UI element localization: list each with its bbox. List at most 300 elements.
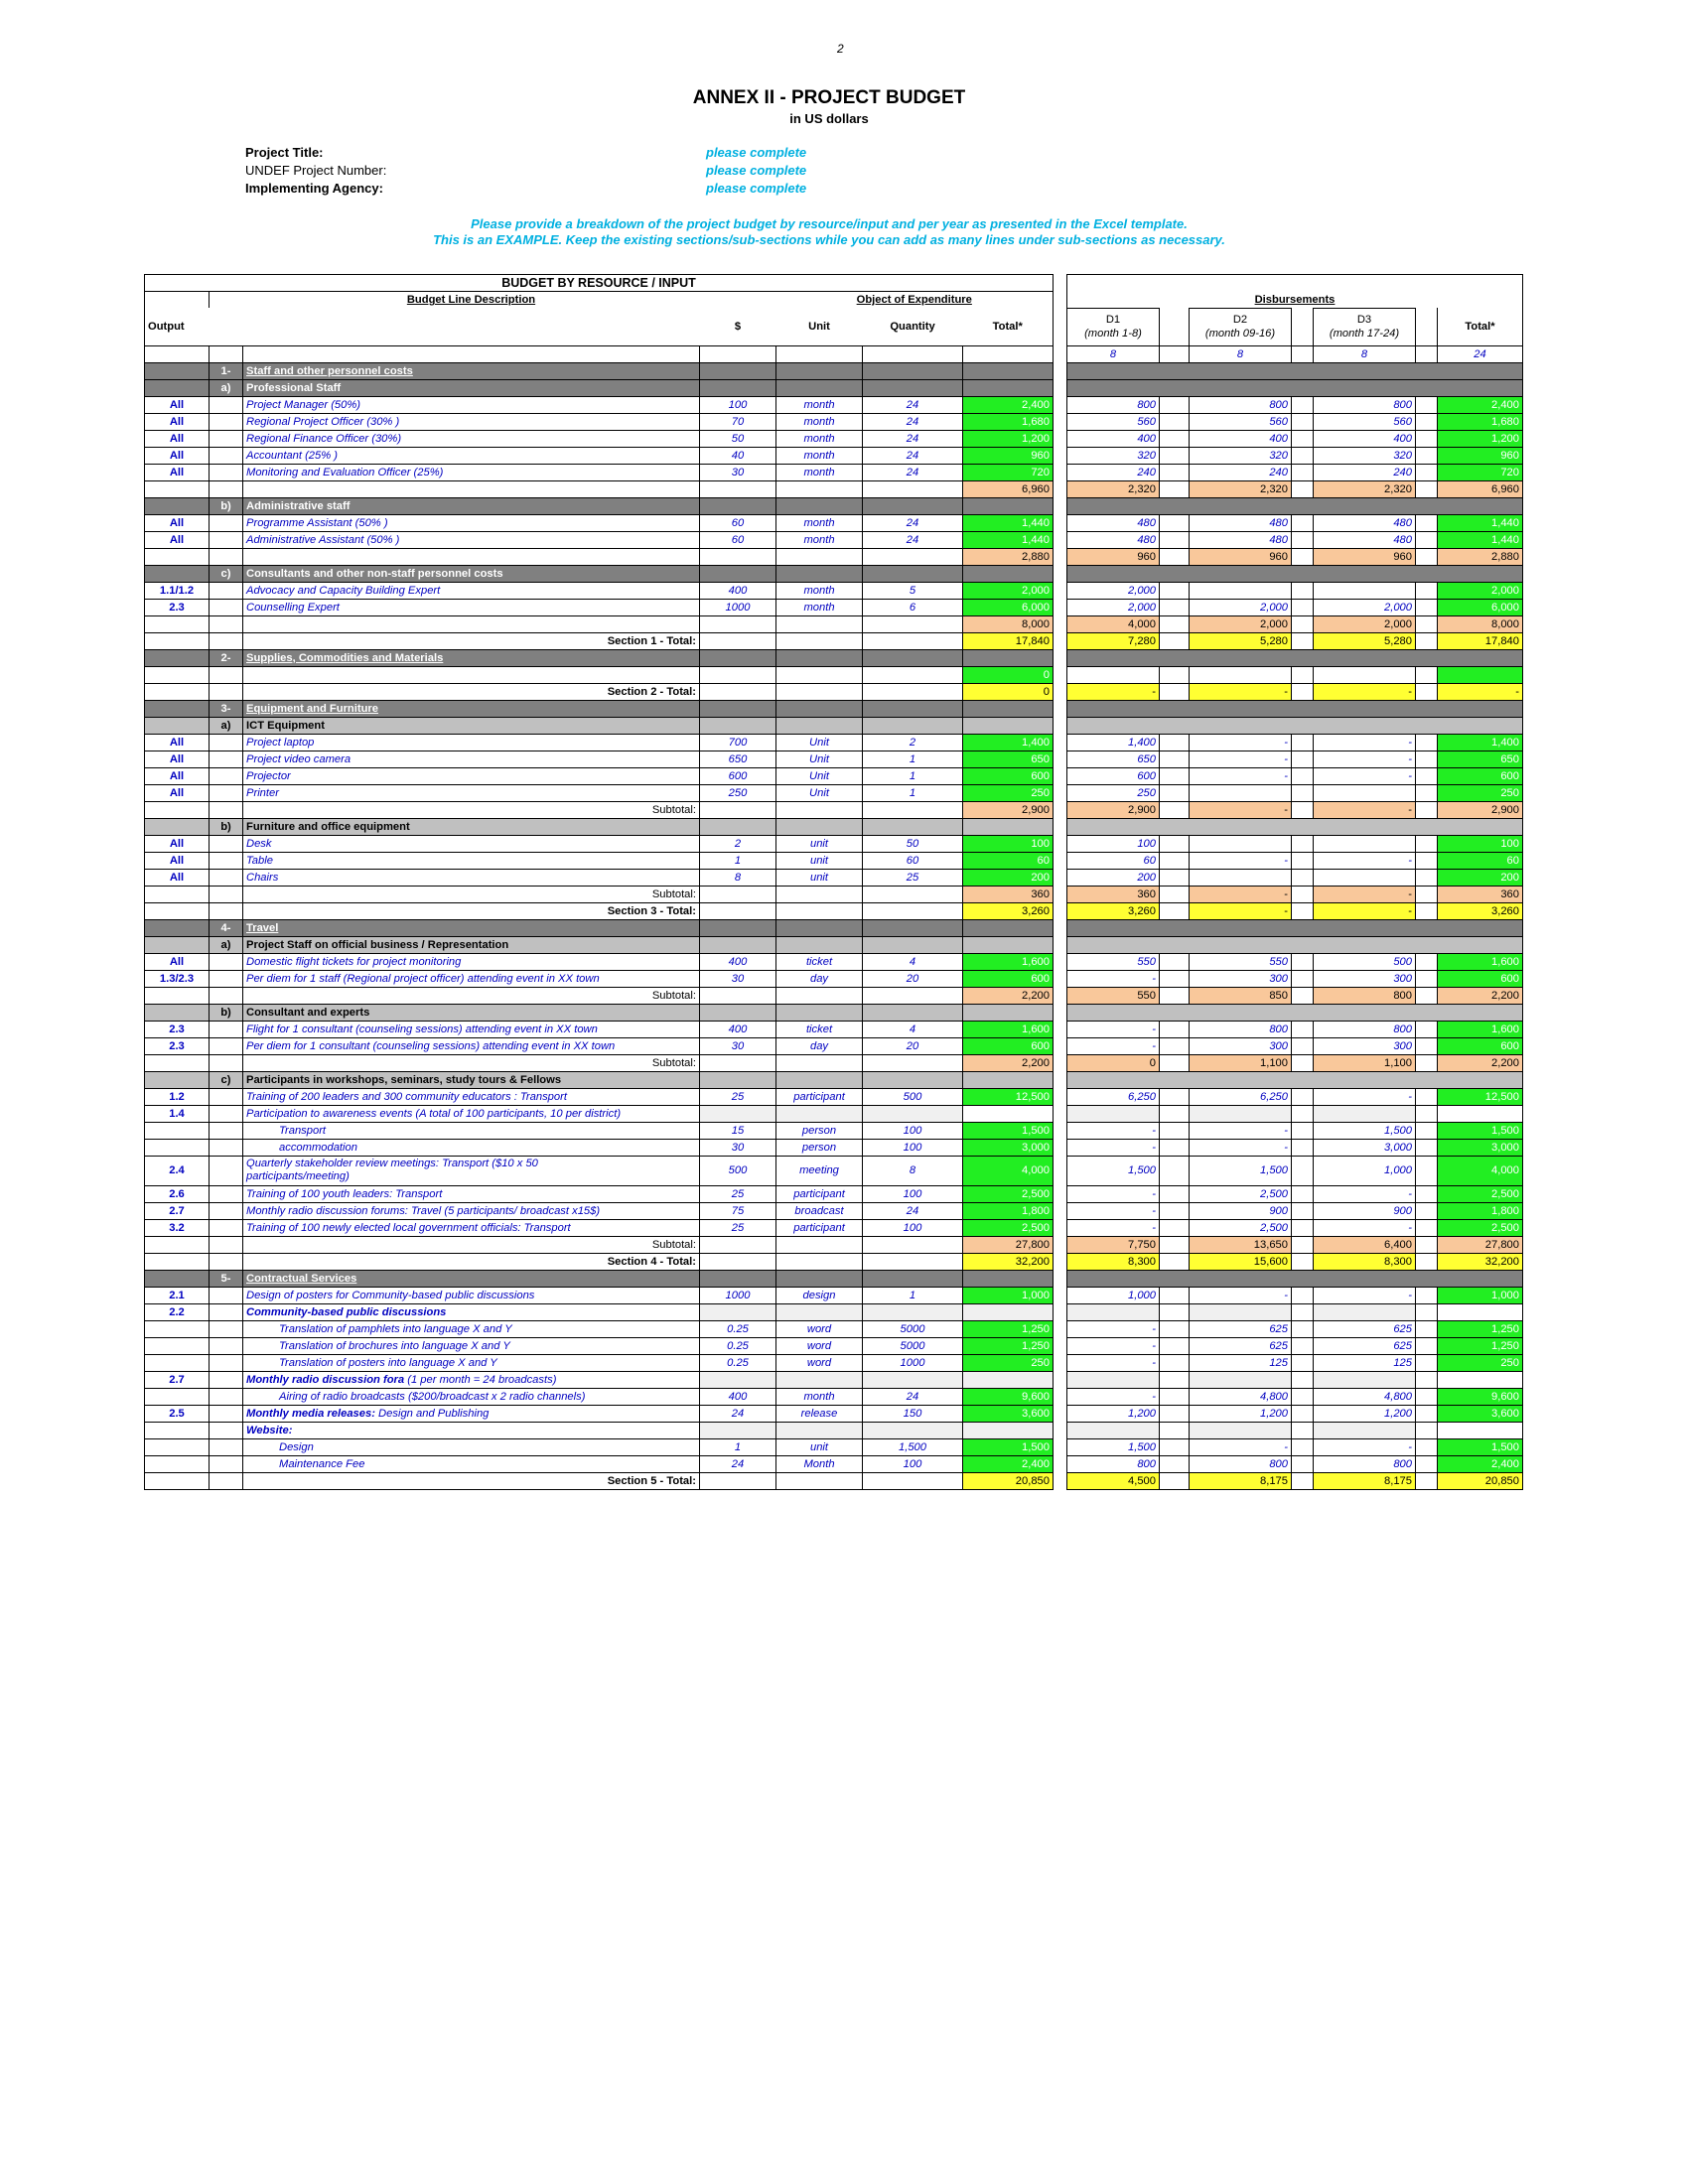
disbursement-d2[interactable]: 800 bbox=[1190, 396, 1292, 413]
unit-type[interactable]: month bbox=[776, 531, 863, 548]
disbursement-d2[interactable] bbox=[1190, 582, 1292, 599]
disbursement-d3[interactable]: 320 bbox=[1314, 447, 1416, 464]
unit-type[interactable]: broadcast bbox=[776, 1202, 863, 1219]
disbursement-d1[interactable]: 2,000 bbox=[1067, 582, 1160, 599]
disbursement-d3[interactable] bbox=[1314, 784, 1416, 801]
disbursement-d3[interactable]: - bbox=[1314, 1287, 1416, 1303]
disbursement-d1[interactable]: 60 bbox=[1067, 852, 1160, 869]
disbursement-d1[interactable]: - bbox=[1067, 1219, 1160, 1236]
disbursement-d1[interactable]: - bbox=[1067, 1139, 1160, 1156]
budget-line-description[interactable] bbox=[243, 751, 700, 767]
budget-line-description[interactable] bbox=[243, 1156, 700, 1185]
budget-line-description[interactable] bbox=[243, 1185, 700, 1202]
disbursement-d3[interactable]: 625 bbox=[1314, 1337, 1416, 1354]
unit-type[interactable]: month bbox=[776, 430, 863, 447]
spacer-cell bbox=[1292, 599, 1314, 615]
budget-line-description[interactable] bbox=[243, 430, 700, 447]
budget-line-description[interactable] bbox=[243, 1088, 700, 1105]
quantity[interactable]: 60 bbox=[863, 852, 963, 869]
disbursement-d1[interactable]: - bbox=[1067, 1354, 1160, 1371]
unit-type[interactable]: month bbox=[776, 464, 863, 480]
disbursement-d2[interactable]: 625 bbox=[1190, 1320, 1292, 1337]
budget-line-description[interactable] bbox=[243, 1371, 700, 1388]
column-gap bbox=[1054, 1185, 1067, 1202]
disbursement-d2[interactable]: 240 bbox=[1190, 464, 1292, 480]
quantity[interactable]: 25 bbox=[863, 869, 963, 886]
quantity[interactable]: 24 bbox=[863, 464, 963, 480]
unit-price[interactable]: 24 bbox=[700, 1405, 776, 1422]
unit-price[interactable]: 1 bbox=[700, 852, 776, 869]
disbursement-d2[interactable]: 550 bbox=[1190, 953, 1292, 970]
quantity[interactable]: 24 bbox=[863, 1388, 963, 1405]
unit-type[interactable]: day bbox=[776, 1037, 863, 1054]
disbursement-d1[interactable]: - bbox=[1067, 1185, 1160, 1202]
disbursement-d3[interactable] bbox=[1314, 1303, 1416, 1320]
disbursement-d1[interactable]: 480 bbox=[1067, 531, 1160, 548]
disbursement-d3[interactable] bbox=[1314, 835, 1416, 852]
disbursement-d3[interactable]: 3,000 bbox=[1314, 1139, 1416, 1156]
row-num-cell bbox=[210, 1139, 243, 1156]
unit-price[interactable]: 400 bbox=[700, 582, 776, 599]
unit-price[interactable] bbox=[700, 666, 776, 683]
quantity[interactable]: 24 bbox=[863, 430, 963, 447]
budget-line-description[interactable] bbox=[243, 835, 700, 852]
disbursement-d2[interactable]: - bbox=[1190, 1122, 1292, 1139]
budget-line-description[interactable] bbox=[243, 1303, 700, 1320]
unit-type[interactable]: month bbox=[776, 582, 863, 599]
disbursement-d2[interactable] bbox=[1190, 1303, 1292, 1320]
unit-price[interactable]: 25 bbox=[700, 1088, 776, 1105]
disbursement-d1[interactable]: 320 bbox=[1067, 447, 1160, 464]
unit-price[interactable]: 650 bbox=[700, 751, 776, 767]
disbursement-d1[interactable]: 100 bbox=[1067, 835, 1160, 852]
quantity[interactable]: 24 bbox=[863, 514, 963, 531]
unit-price[interactable]: 400 bbox=[700, 1388, 776, 1405]
quantity[interactable]: 1,500 bbox=[863, 1438, 963, 1455]
disbursement-d1[interactable]: - bbox=[1067, 1388, 1160, 1405]
disbursement-d1[interactable]: 480 bbox=[1067, 514, 1160, 531]
unit-type[interactable]: ticket bbox=[776, 953, 863, 970]
budget-line-description[interactable] bbox=[243, 784, 700, 801]
unit-price[interactable]: 8 bbox=[700, 869, 776, 886]
quantity[interactable]: 4 bbox=[863, 953, 963, 970]
disbursement-d3[interactable]: 2,000 bbox=[1314, 599, 1416, 615]
disbursement-d2[interactable]: 300 bbox=[1190, 1037, 1292, 1054]
budget-line-description[interactable] bbox=[243, 1037, 700, 1054]
disbursement-d2[interactable] bbox=[1190, 1422, 1292, 1438]
budget-line-description[interactable] bbox=[243, 1320, 700, 1337]
disbursement-d1[interactable]: - bbox=[1067, 1320, 1160, 1337]
unit-type[interactable]: release bbox=[776, 1405, 863, 1422]
unit-type[interactable] bbox=[776, 1422, 863, 1438]
unit-price[interactable]: 24 bbox=[700, 1455, 776, 1472]
unit-price[interactable]: 70 bbox=[700, 413, 776, 430]
disbursement-d3[interactable]: 1,500 bbox=[1314, 1122, 1416, 1139]
budget-line-description[interactable] bbox=[243, 1438, 700, 1455]
disbursement-d2[interactable]: 625 bbox=[1190, 1337, 1292, 1354]
disbursement-d2[interactable]: 900 bbox=[1190, 1202, 1292, 1219]
unit-price[interactable]: 250 bbox=[700, 784, 776, 801]
disbursement-d3[interactable]: 1,000 bbox=[1314, 1156, 1416, 1185]
unit-type[interactable]: design bbox=[776, 1287, 863, 1303]
disbursement-d1[interactable]: 560 bbox=[1067, 413, 1160, 430]
unit-price[interactable]: 40 bbox=[700, 447, 776, 464]
disbursement-d1[interactable]: 1,200 bbox=[1067, 1405, 1160, 1422]
unit-price[interactable]: 2 bbox=[700, 835, 776, 852]
quantity[interactable] bbox=[863, 1105, 963, 1122]
unit-type[interactable]: participant bbox=[776, 1219, 863, 1236]
quantity[interactable]: 100 bbox=[863, 1455, 963, 1472]
disbursement-d3[interactable]: 300 bbox=[1314, 970, 1416, 987]
quantity[interactable]: 24 bbox=[863, 413, 963, 430]
budget-line-description[interactable] bbox=[243, 767, 700, 784]
unit-type[interactable]: Unit bbox=[776, 751, 863, 767]
budget-line-description[interactable] bbox=[243, 1354, 700, 1371]
disbursement-d1[interactable] bbox=[1067, 1303, 1160, 1320]
quantity[interactable]: 24 bbox=[863, 1202, 963, 1219]
budget-line-description[interactable] bbox=[243, 514, 700, 531]
quantity[interactable] bbox=[863, 666, 963, 683]
unit-type[interactable]: participant bbox=[776, 1088, 863, 1105]
unit-type[interactable]: Unit bbox=[776, 784, 863, 801]
disbursement-d2[interactable]: 1,200 bbox=[1190, 1405, 1292, 1422]
disbursement-d2[interactable]: - bbox=[1190, 767, 1292, 784]
unit-type[interactable] bbox=[776, 1105, 863, 1122]
quantity[interactable]: 5000 bbox=[863, 1320, 963, 1337]
disbursement-d3[interactable]: 900 bbox=[1314, 1202, 1416, 1219]
disbursement-d2[interactable]: - bbox=[1190, 852, 1292, 869]
quantity[interactable]: 1 bbox=[863, 767, 963, 784]
unit-price[interactable] bbox=[700, 1422, 776, 1438]
quantity[interactable]: 5 bbox=[863, 582, 963, 599]
disbursement-d2[interactable]: 4,800 bbox=[1190, 1388, 1292, 1405]
quantity[interactable]: 20 bbox=[863, 1037, 963, 1054]
disbursement-d3[interactable]: - bbox=[1314, 1438, 1416, 1455]
unit-type[interactable]: month bbox=[776, 447, 863, 464]
unit-price[interactable]: 1000 bbox=[700, 599, 776, 615]
budget-line-description[interactable] bbox=[243, 1219, 700, 1236]
disbursement-d3[interactable]: 800 bbox=[1314, 1021, 1416, 1037]
unit-price[interactable]: 30 bbox=[700, 1139, 776, 1156]
unit-type[interactable]: month bbox=[776, 599, 863, 615]
disbursement-d3[interactable]: 400 bbox=[1314, 430, 1416, 447]
unit-price[interactable]: 0.25 bbox=[700, 1354, 776, 1371]
budget-line-description[interactable] bbox=[243, 447, 700, 464]
unit-price[interactable]: 1000 bbox=[700, 1287, 776, 1303]
quantity[interactable]: 1 bbox=[863, 784, 963, 801]
disbursement-d3[interactable]: 4,800 bbox=[1314, 1388, 1416, 1405]
unit-price[interactable]: 30 bbox=[700, 970, 776, 987]
unit-price[interactable]: 600 bbox=[700, 767, 776, 784]
quantity[interactable]: 8 bbox=[863, 1156, 963, 1185]
disbursement-d2[interactable]: - bbox=[1190, 1438, 1292, 1455]
project-number-value[interactable]: please complete bbox=[706, 163, 807, 178]
budget-line-description[interactable] bbox=[243, 464, 700, 480]
disbursement-d2[interactable]: 6,250 bbox=[1190, 1088, 1292, 1105]
quantity[interactable]: 500 bbox=[863, 1088, 963, 1105]
budget-line-row bbox=[145, 464, 1523, 480]
budget-line-description[interactable] bbox=[243, 1405, 700, 1422]
disbursement-d3[interactable]: 1,200 bbox=[1314, 1405, 1416, 1422]
disbursement-d3[interactable] bbox=[1314, 582, 1416, 599]
budget-line-description[interactable] bbox=[243, 852, 700, 869]
unit-type[interactable]: word bbox=[776, 1337, 863, 1354]
disbursement-d2[interactable]: 480 bbox=[1190, 531, 1292, 548]
quantity[interactable]: 24 bbox=[863, 447, 963, 464]
disbursement-d2[interactable] bbox=[1190, 1371, 1292, 1388]
budget-line-description[interactable] bbox=[243, 1122, 700, 1139]
subsection-title: Furniture and office equipment bbox=[243, 818, 700, 835]
unit-type[interactable] bbox=[776, 1371, 863, 1388]
disbursement-d1[interactable] bbox=[1067, 1105, 1160, 1122]
quantity[interactable]: 6 bbox=[863, 599, 963, 615]
unit-price[interactable] bbox=[700, 1303, 776, 1320]
quantity[interactable]: 20 bbox=[863, 970, 963, 987]
disbursement-d1[interactable]: - bbox=[1067, 1021, 1160, 1037]
budget-line-description[interactable] bbox=[243, 970, 700, 987]
budget-line-description[interactable] bbox=[243, 1021, 700, 1037]
project-title-label: Project Title: bbox=[245, 145, 324, 160]
disbursement-d3[interactable]: 560 bbox=[1314, 413, 1416, 430]
unit-type[interactable]: month bbox=[776, 396, 863, 413]
disbursement-d1[interactable]: - bbox=[1067, 1037, 1160, 1054]
quantity[interactable]: 24 bbox=[863, 396, 963, 413]
quantity[interactable]: 2 bbox=[863, 734, 963, 751]
unit-price[interactable]: 700 bbox=[700, 734, 776, 751]
disbursement-d2[interactable]: 300 bbox=[1190, 970, 1292, 987]
quantity[interactable]: 5000 bbox=[863, 1337, 963, 1354]
unit-type[interactable]: unit bbox=[776, 1438, 863, 1455]
disbursement-d1[interactable]: 650 bbox=[1067, 751, 1160, 767]
unit-type[interactable]: Month bbox=[776, 1455, 863, 1472]
unit-price[interactable]: 25 bbox=[700, 1185, 776, 1202]
unit-type[interactable]: person bbox=[776, 1139, 863, 1156]
column-gap bbox=[1054, 1202, 1067, 1219]
disbursement-d3[interactable] bbox=[1314, 1105, 1416, 1122]
description-text: Regional Project Officer (30% ) bbox=[246, 415, 400, 428]
disbursement-d2[interactable] bbox=[1190, 869, 1292, 886]
disbursement-d2[interactable]: 2,500 bbox=[1190, 1219, 1292, 1236]
quantity[interactable]: 100 bbox=[863, 1139, 963, 1156]
spacer-cell bbox=[1292, 1371, 1314, 1388]
unit-type[interactable]: day bbox=[776, 970, 863, 987]
disbursement-d2[interactable] bbox=[1190, 1105, 1292, 1122]
disbursement-d3[interactable]: - bbox=[1314, 1219, 1416, 1236]
unit-type[interactable]: participant bbox=[776, 1185, 863, 1202]
disbursement-d1[interactable]: 800 bbox=[1067, 396, 1160, 413]
budget-line-description[interactable] bbox=[243, 1287, 700, 1303]
unit-type[interactable]: unit bbox=[776, 869, 863, 886]
quantity[interactable]: 1 bbox=[863, 1287, 963, 1303]
disbursement-d2[interactable]: - bbox=[1190, 1139, 1292, 1156]
quantity[interactable] bbox=[863, 1422, 963, 1438]
disbursement-d2[interactable] bbox=[1190, 784, 1292, 801]
unit-price[interactable]: 30 bbox=[700, 464, 776, 480]
disbursement-d2[interactable]: 560 bbox=[1190, 413, 1292, 430]
unit-price[interactable]: 50 bbox=[700, 430, 776, 447]
disbursement-d2[interactable]: - bbox=[1190, 1287, 1292, 1303]
budget-line-description[interactable] bbox=[243, 413, 700, 430]
disbursement-d3[interactable]: - bbox=[1314, 1185, 1416, 1202]
disbursement-d2[interactable]: 320 bbox=[1190, 447, 1292, 464]
disbursement-d2[interactable]: 800 bbox=[1190, 1021, 1292, 1037]
disbursement-d3[interactable]: 500 bbox=[1314, 953, 1416, 970]
budget-line-description[interactable] bbox=[243, 1139, 700, 1156]
unit-type[interactable]: meeting bbox=[776, 1156, 863, 1185]
budget-line-description[interactable] bbox=[243, 1455, 700, 1472]
disbursement-d3[interactable]: - bbox=[1314, 767, 1416, 784]
disbursement-d1[interactable]: 250 bbox=[1067, 784, 1160, 801]
unit-type[interactable]: month bbox=[776, 1388, 863, 1405]
disbursement-d1[interactable]: 200 bbox=[1067, 869, 1160, 886]
disbursement-d1[interactable]: 1,500 bbox=[1067, 1156, 1160, 1185]
disbursement-d1[interactable]: 2,000 bbox=[1067, 599, 1160, 615]
disbursement-d3[interactable]: - bbox=[1314, 1088, 1416, 1105]
unit-price[interactable]: 500 bbox=[700, 1156, 776, 1185]
disbursement-d1[interactable]: - bbox=[1067, 970, 1160, 987]
disbursement-d3[interactable] bbox=[1314, 1371, 1416, 1388]
disbursement-d1[interactable]: 1,000 bbox=[1067, 1287, 1160, 1303]
disbursement-d2[interactable]: 2,000 bbox=[1190, 599, 1292, 615]
disbursement-d3[interactable]: - bbox=[1314, 852, 1416, 869]
unit-type[interactable]: word bbox=[776, 1354, 863, 1371]
disbursement-d3[interactable]: 125 bbox=[1314, 1354, 1416, 1371]
quantity[interactable]: 100 bbox=[863, 1122, 963, 1139]
unit-price[interactable] bbox=[700, 1105, 776, 1122]
unit-price[interactable]: 75 bbox=[700, 1202, 776, 1219]
disbursement-d3[interactable] bbox=[1314, 869, 1416, 886]
disbursement-d3[interactable]: 480 bbox=[1314, 514, 1416, 531]
disbursement-d2[interactable] bbox=[1190, 666, 1292, 683]
disbursement-d3[interactable]: 240 bbox=[1314, 464, 1416, 480]
quantity[interactable]: 50 bbox=[863, 835, 963, 852]
disbursement-d2[interactable] bbox=[1190, 835, 1292, 852]
disbursement-d1[interactable] bbox=[1067, 1371, 1160, 1388]
quantity[interactable] bbox=[863, 1303, 963, 1320]
row-num-cell bbox=[210, 531, 243, 548]
disbursement-d3[interactable]: - bbox=[1314, 751, 1416, 767]
disbursement-d2[interactable]: 480 bbox=[1190, 514, 1292, 531]
budget-line-description[interactable] bbox=[243, 734, 700, 751]
section-number: 2- bbox=[210, 649, 243, 666]
unit-price[interactable]: 15 bbox=[700, 1122, 776, 1139]
disbursement-d2[interactable]: 2,500 bbox=[1190, 1185, 1292, 1202]
quantity[interactable]: 1 bbox=[863, 751, 963, 767]
disbursement-d1[interactable]: - bbox=[1067, 1202, 1160, 1219]
output-code: 2.2 bbox=[145, 1303, 210, 1320]
unit-price[interactable]: 60 bbox=[700, 514, 776, 531]
disbursement-d1[interactable] bbox=[1067, 666, 1160, 683]
disbursement-d1[interactable]: 600 bbox=[1067, 767, 1160, 784]
unit-type[interactable]: unit bbox=[776, 852, 863, 869]
unit-price[interactable]: 0.25 bbox=[700, 1320, 776, 1337]
disbursement-d1[interactable] bbox=[1067, 1422, 1160, 1438]
quantity[interactable]: 24 bbox=[863, 531, 963, 548]
unit-type[interactable]: person bbox=[776, 1122, 863, 1139]
quantity[interactable]: 100 bbox=[863, 1185, 963, 1202]
disbursement-d1[interactable]: 240 bbox=[1067, 464, 1160, 480]
unit-price[interactable]: 30 bbox=[700, 1037, 776, 1054]
spacer-cell bbox=[1292, 835, 1314, 852]
unit-type[interactable]: month bbox=[776, 514, 863, 531]
disbursement-d2[interactable]: 400 bbox=[1190, 430, 1292, 447]
quantity[interactable]: 1000 bbox=[863, 1354, 963, 1371]
unit-price[interactable]: 25 bbox=[700, 1219, 776, 1236]
budget-line-description[interactable] bbox=[243, 1105, 700, 1122]
unit-type[interactable]: ticket bbox=[776, 1021, 863, 1037]
disbursement-d3[interactable] bbox=[1314, 1422, 1416, 1438]
unit-price[interactable]: 400 bbox=[700, 953, 776, 970]
budget-line-description[interactable] bbox=[243, 953, 700, 970]
quantity[interactable] bbox=[863, 1371, 963, 1388]
unit-price[interactable]: 60 bbox=[700, 531, 776, 548]
disbursement-d2[interactable]: 800 bbox=[1190, 1455, 1292, 1472]
agency-value[interactable]: please complete bbox=[706, 181, 807, 196]
budget-line-row bbox=[145, 1219, 1523, 1236]
disbursement-d2[interactable]: 125 bbox=[1190, 1354, 1292, 1371]
budget-line-description[interactable] bbox=[243, 1422, 700, 1438]
unit-type[interactable] bbox=[776, 1303, 863, 1320]
budget-line-description[interactable] bbox=[243, 599, 700, 615]
disbursement-d1[interactable]: 400 bbox=[1067, 430, 1160, 447]
disbursement-d1[interactable]: 1,400 bbox=[1067, 734, 1160, 751]
budget-line-description[interactable] bbox=[243, 396, 700, 413]
unit-price[interactable]: 1 bbox=[700, 1438, 776, 1455]
quantity[interactable]: 4 bbox=[863, 1021, 963, 1037]
disbursement-d1[interactable]: 6,250 bbox=[1067, 1088, 1160, 1105]
empty-cell bbox=[863, 801, 963, 818]
disbursement-d1[interactable]: 800 bbox=[1067, 1455, 1160, 1472]
unit-price[interactable] bbox=[700, 1371, 776, 1388]
disbursement-d3[interactable] bbox=[1314, 666, 1416, 683]
budget-line-description[interactable] bbox=[243, 1337, 700, 1354]
disbursement-d1[interactable]: 550 bbox=[1067, 953, 1160, 970]
disbursement-d1[interactable]: - bbox=[1067, 1337, 1160, 1354]
unit-price[interactable]: 100 bbox=[700, 396, 776, 413]
unit-type[interactable] bbox=[776, 666, 863, 683]
disbursement-d3[interactable]: 480 bbox=[1314, 531, 1416, 548]
budget-line-description[interactable] bbox=[243, 531, 700, 548]
section-number: 1- bbox=[210, 362, 243, 379]
disbursement-d1[interactable]: - bbox=[1067, 1122, 1160, 1139]
disbursement-d3[interactable]: 800 bbox=[1314, 1455, 1416, 1472]
disbursement-d1[interactable]: 1,500 bbox=[1067, 1438, 1160, 1455]
budget-line-description[interactable] bbox=[243, 582, 700, 599]
disbursement-d2[interactable]: 1,500 bbox=[1190, 1156, 1292, 1185]
budget-line-description[interactable] bbox=[243, 666, 700, 683]
spacer-cell bbox=[1292, 751, 1314, 767]
unit-type[interactable]: unit bbox=[776, 835, 863, 852]
disbursement-d3[interactable]: 300 bbox=[1314, 1037, 1416, 1054]
disbursement-d3[interactable]: - bbox=[1314, 734, 1416, 751]
budget-line-description[interactable] bbox=[243, 1202, 700, 1219]
disbursement-d2[interactable]: - bbox=[1190, 751, 1292, 767]
unit-type[interactable]: Unit bbox=[776, 734, 863, 751]
project-title-value[interactable]: please complete bbox=[706, 145, 807, 160]
quantity[interactable]: 150 bbox=[863, 1405, 963, 1422]
unit-type[interactable]: month bbox=[776, 413, 863, 430]
unit-price[interactable]: 400 bbox=[700, 1021, 776, 1037]
disbursement-d2[interactable]: - bbox=[1190, 734, 1292, 751]
unit-type[interactable]: word bbox=[776, 1320, 863, 1337]
budget-line-description[interactable] bbox=[243, 869, 700, 886]
quantity[interactable]: 100 bbox=[863, 1219, 963, 1236]
budget-line-description[interactable] bbox=[243, 1388, 700, 1405]
unit-type[interactable]: Unit bbox=[776, 767, 863, 784]
unit-price[interactable]: 0.25 bbox=[700, 1337, 776, 1354]
disbursement-d3[interactable]: 800 bbox=[1314, 396, 1416, 413]
disbursement-d3[interactable]: 625 bbox=[1314, 1320, 1416, 1337]
